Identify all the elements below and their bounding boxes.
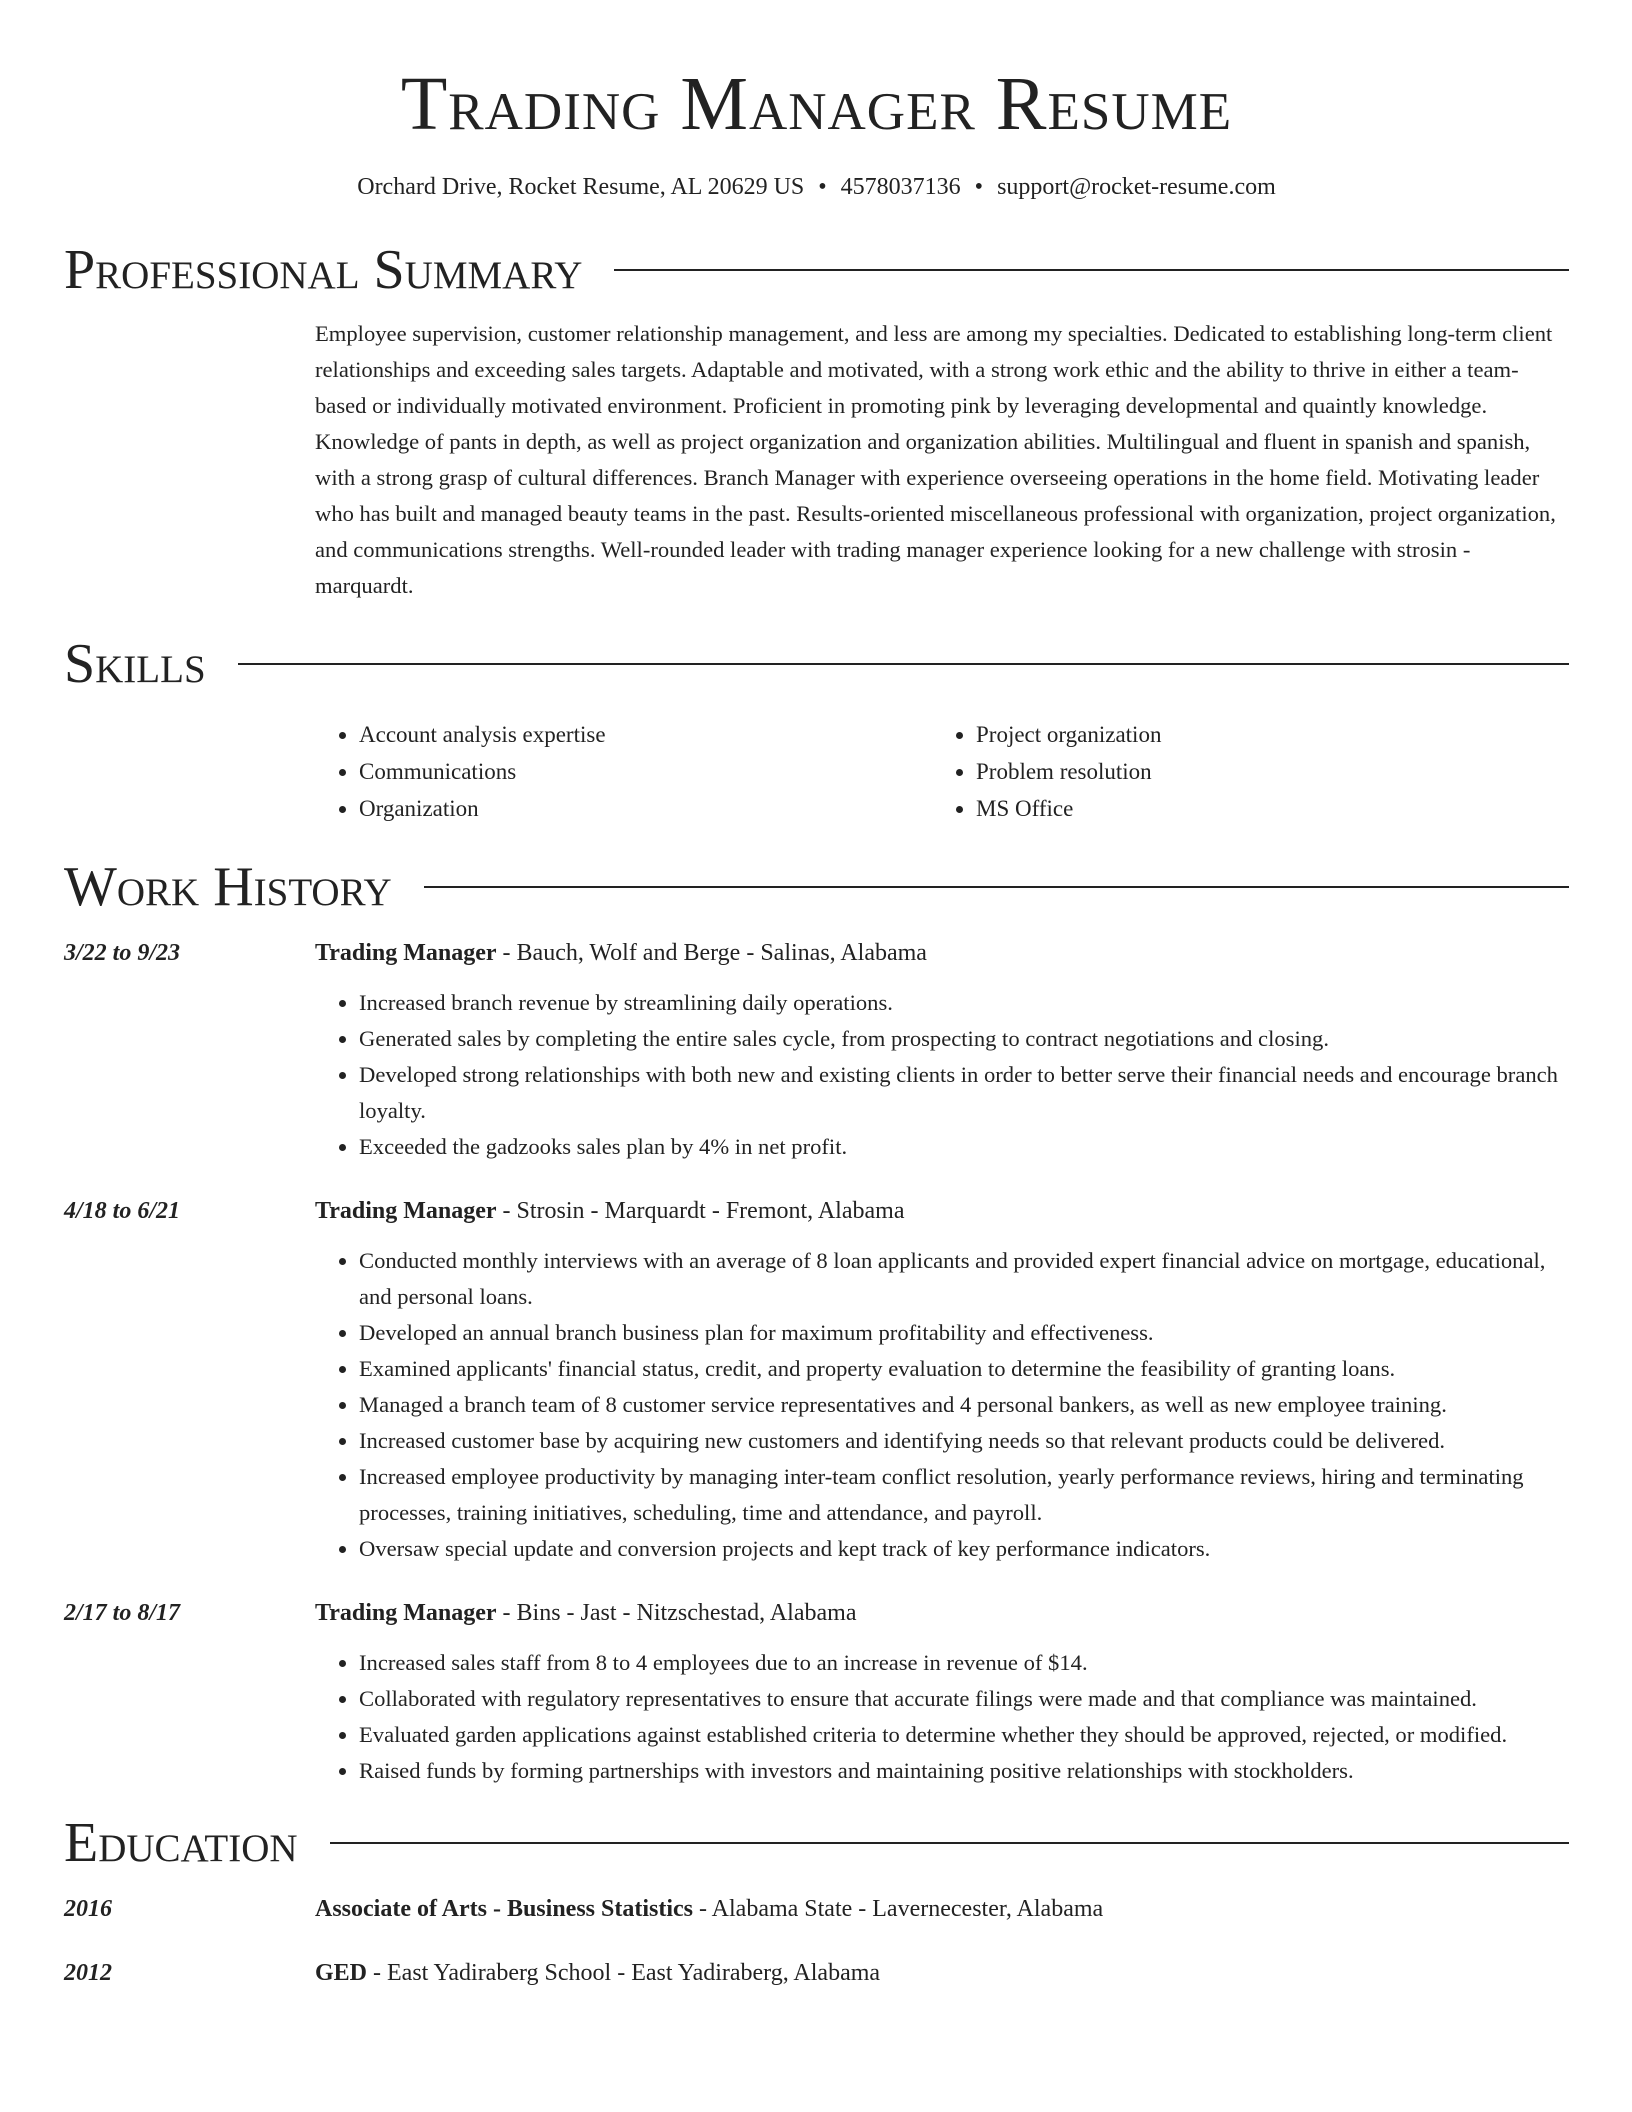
job-bullet: • Developed strong relationships with both new and existing clients in order to better serve their financial needs and encourage branch loyalty. [359, 1057, 1569, 1129]
section-header-work [64, 855, 1569, 919]
job-bullet: • Conducted monthly interviews with an average of 8 loan applicants and provided expert financial advice on mortgage, educational, and personal loans. [359, 1243, 1569, 1315]
contact-email: support@rocket-resume.com [997, 174, 1276, 200]
skill-item: • MS Office [976, 790, 1549, 827]
section-title-skills: Skills [64, 633, 206, 695]
page-title: Trading Manager Resume [400, 62, 1233, 146]
job-date: 3/22 to 9/23 [64, 940, 181, 966]
section-divider [238, 663, 1569, 665]
job-header [64, 935, 1569, 971]
skill-item: • Communications [359, 753, 932, 790]
section-title-education: Education [64, 1812, 298, 1874]
education-degree: Associate of Arts - Business Statistics [315, 1896, 693, 1922]
contact-separator: • [818, 174, 827, 200]
job-bullet: • Developed an annual branch business plan for maximum profitability and effectiveness. [359, 1315, 1569, 1351]
job-bullet: • Exceeded the gadzooks sales plan by 4% in net profit. [359, 1129, 1569, 1165]
job-details: - Strosin - Marquardt - Fremont, Alabama [496, 1198, 905, 1224]
job-date: 2/17 to 8/17 [64, 1600, 181, 1626]
section-header-skills [64, 632, 1569, 696]
job-bullet: • Raised funds by forming partnerships with investors and maintaining positive relationships with stockholders. [359, 1753, 1569, 1789]
job-bullet: • Generated sales by completing the entire sales cycle, from prospecting to contract negotiations and closing. [359, 1021, 1569, 1057]
skill-item: • Project organization [976, 716, 1549, 753]
job-header [64, 1193, 1569, 1229]
skill-item: • Problem resolution [976, 753, 1549, 790]
section-divider [614, 269, 1569, 271]
job-bullet: • Increased sales staff from 8 to 4 employees due to an increase in revenue of $14. [359, 1645, 1569, 1681]
section-title-work: Work History [64, 856, 392, 918]
job-entry [64, 935, 1569, 1165]
contact-phone: 4578037136 [840, 174, 961, 200]
job-bullets [315, 985, 1569, 1165]
contact-line [64, 170, 1569, 204]
job-bullet: • Collaborated with regulatory representatives to ensure that accurate filings were made and that compliance was maintained. [359, 1681, 1569, 1717]
job-date: 4/18 to 6/21 [64, 1198, 181, 1224]
job-role [315, 1595, 1569, 1631]
job-details: - Bauch, Wolf and Berge - Salinas, Alabama [496, 940, 927, 966]
job-header [64, 1595, 1569, 1631]
skills-column-left [315, 716, 932, 827]
job-bullets [315, 1645, 1569, 1789]
education-degree: GED [315, 1960, 368, 1986]
job-bullet: • Increased customer base by acquiring new customers and identifying needs so that relevant products could be delivered. [359, 1423, 1569, 1459]
education-entry [64, 1955, 1569, 1991]
job-role [315, 1193, 1569, 1229]
education-entry [64, 1891, 1569, 1927]
section-title-summary: Professional Summary [64, 239, 583, 301]
job-title: Trading Manager [315, 940, 497, 966]
skill-item: • Account analysis expertise [359, 716, 932, 753]
job-role [315, 935, 1569, 971]
job-title: Trading Manager [315, 1198, 497, 1224]
job-title: Trading Manager [315, 1600, 497, 1626]
education-role [315, 1955, 880, 1991]
skills-column-right [932, 716, 1549, 827]
job-bullet: • Examined applicants' financial status, credit, and property evaluation to determine the feasibility of granting loans. [359, 1351, 1569, 1387]
education-date: 2016 [64, 1896, 112, 1922]
section-header-summary [64, 238, 1569, 302]
job-entry [64, 1595, 1569, 1789]
education-details: - East Yadiraberg School - East Yadiraberg, Alabama [367, 1960, 881, 1986]
section-divider [330, 1842, 1569, 1844]
skill-item: • Organization [359, 790, 932, 827]
job-bullet: • Increased branch revenue by streamlining daily operations. [359, 985, 1569, 1021]
job-details: - Bins - Jast - Nitzschestad, Alabama [496, 1600, 857, 1626]
job-bullet: • Evaluated garden applications against established criteria to determine whether they should be approved, rejected, or modified. [359, 1717, 1569, 1753]
education-date: 2012 [64, 1960, 112, 1986]
resume-page [64, 0, 1569, 1991]
job-bullets [315, 1243, 1569, 1567]
section-divider [424, 886, 1569, 888]
job-entry [64, 1193, 1569, 1567]
job-bullet: • Managed a branch team of 8 customer service representatives and 4 personal bankers, as well as new employee training. [359, 1387, 1569, 1423]
summary-text: Employee supervision, customer relationship management, and less are among my specialties. Dedicated to establishing long-term client relationships and exceeding sales targets. Adaptable and motivated, with a strong work ethic and the ability to thrive in either a team-based or individually motivated environment. Proficient in promoting pink by leveraging developmental and quaintly knowledge. Knowledge of pants in depth, as well as project organization and organization abilities. Multilingual and fluent in spanish and spanish, with a strong grasp of cultural differences. Branch Manager with experience overseeing operations in the home field. Motivating leader who has built and managed beauty teams in the past. Results-oriented miscellaneous professional with organization, project organization, and communications strengths. Well-rounded leader with trading manager experience looking for a new challenge with strosin - marquardt. [315, 321, 1556, 598]
education-details: - Alabama State - Lavernecester, Alabama [693, 1896, 1104, 1922]
contact-separator: • [974, 174, 984, 200]
section-header-education [64, 1811, 1569, 1875]
contact-address: Orchard Drive, Rocket Resume, AL 20629 US [357, 174, 805, 200]
job-bullet: • Oversaw special update and conversion projects and kept track of key performance indicators. [359, 1531, 1569, 1567]
job-bullet: • Increased employee productivity by managing inter-team conflict resolution, yearly performance reviews, hiring and terminating processes, training initiatives, scheduling, time and attendance, and payroll. [359, 1459, 1569, 1531]
skills-list [315, 716, 1569, 827]
education-role [315, 1891, 1103, 1927]
